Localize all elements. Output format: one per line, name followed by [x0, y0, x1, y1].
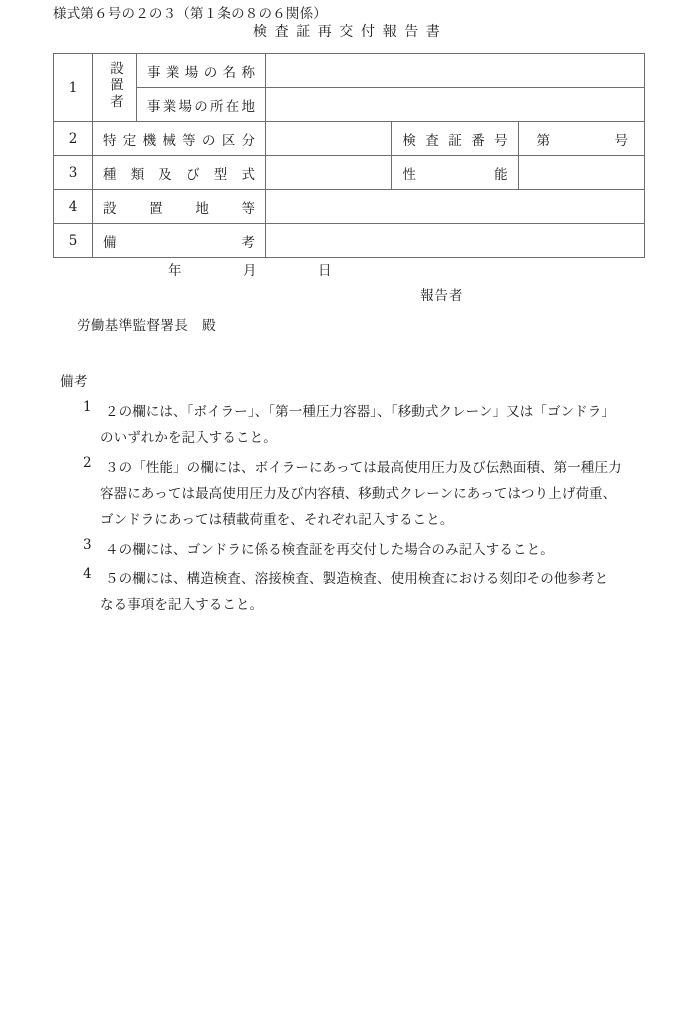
workplace-address-label: 事業場の所在地 — [137, 88, 266, 122]
notes-section — [60, 370, 660, 622]
row-number-5: 5 — [54, 224, 93, 258]
note-item — [60, 537, 660, 563]
workplace-address-input-cell[interactable] — [266, 88, 645, 122]
certificate-number-input-cell[interactable] — [518, 122, 644, 156]
row-number-1: 1 — [54, 54, 93, 122]
addressee-line: 労働基準監督署長 殿 — [77, 318, 216, 334]
installation-site-label: 設置地等 — [93, 190, 266, 224]
note-body: ５の欄には、構造検査、溶接検査、製造検査、使用検査における刻印その他参考と なる事項を記入すること。 — [100, 570, 609, 614]
row-number-4: 4 — [54, 190, 93, 224]
machine-category-label: 特定機械等の区分 — [93, 122, 266, 156]
reporter-label: 報告者 — [420, 288, 464, 304]
note-number: 1 — [83, 399, 92, 415]
notes-heading: 備考 — [60, 374, 88, 390]
performance-label: 性能 — [392, 156, 518, 190]
note-body: ２の欄には、「ボイラー」、「第一種圧力容器」、「移動式クレーン」又は「ゴンドラ」 のいずれかを記入すること。 — [100, 404, 615, 447]
workplace-name-label: 事業場の名称 — [137, 54, 266, 88]
note-item — [60, 566, 660, 619]
note-body: ４の欄には、ゴンドラに係る検査証を再交付した場合のみ記入すること。 — [105, 541, 554, 558]
table-row — [54, 54, 645, 88]
table-row — [54, 156, 645, 190]
table-row — [54, 122, 645, 156]
type-and-model-input-cell[interactable] — [266, 156, 392, 190]
remarks-label: 備考 — [93, 224, 266, 258]
form-number: 様式第６号の２の３（第１条の８の６関係） — [53, 6, 327, 22]
installation-site-input-cell[interactable] — [266, 190, 645, 224]
certificate-number-suffix: 号 — [614, 132, 628, 149]
note-number: 3 — [83, 536, 92, 553]
date-line[interactable]: 年 月 日 — [168, 263, 356, 279]
table-row — [54, 224, 645, 258]
inspection-certificate-table — [53, 53, 645, 258]
note-item — [60, 399, 660, 452]
remarks-input-cell[interactable] — [266, 224, 645, 258]
machine-category-input-cell[interactable] — [266, 122, 392, 156]
table-row — [54, 190, 645, 224]
installer-vertical-label — [93, 54, 137, 122]
type-and-model-label: 種類及び型式 — [93, 156, 266, 190]
row-number-2: 2 — [54, 122, 93, 156]
note-number: 4 — [83, 565, 92, 582]
certificate-number-prefix: 第 — [536, 132, 551, 149]
note-number: 2 — [83, 454, 92, 471]
workplace-name-input-cell[interactable] — [266, 54, 645, 88]
note-item — [60, 455, 660, 534]
certificate-number-label: 検査証番号 — [392, 122, 518, 156]
note-body: ３の「性能」の欄には、ボイラーにあっては最高使用圧力及び伝熱面積、第一種圧力 容器にあっては最高使用圧力及び内容積、移動式クレーンにあってはつり上げ荷重、 ゴンドラにあっては積載荷重を、それぞれ記入すること。 — [100, 459, 622, 529]
performance-input-cell[interactable] — [518, 156, 644, 190]
document-title: 検査証再交付報告書 — [253, 24, 448, 40]
row-number-3: 3 — [54, 156, 93, 190]
table-row — [54, 88, 645, 122]
installer-label-text: 設置者 — [107, 60, 124, 111]
